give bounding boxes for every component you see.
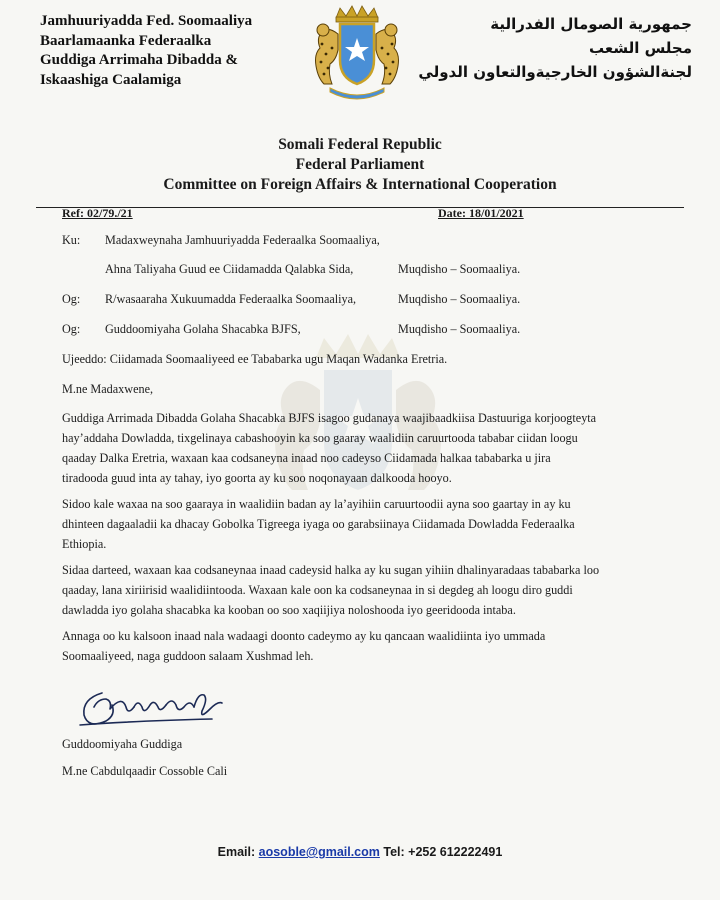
paragraph-line: Annaga oo ku kalsoon inaad nala wadaagi doonto cadeymo ay ku qancaan waalidiinta iyo ummada [62,629,546,643]
header-arabic-line: لجنةالشؤون الخارجيةوالتعاون الدولي [418,63,692,81]
handwritten-signature-icon [72,685,232,731]
title-line: Committee on Foreign Affairs & International Cooperation [163,176,557,193]
title-line: Somali Federal Republic [278,136,442,153]
paragraph-line: dhinteen dagaaladii ka dhacay Gobolka Tigreega iyaga oo garabsiinaya Ciidamada Dowladda Federaalka [62,517,575,531]
letter-date: Date: 18/01/2021 [438,206,524,220]
recipient-label: Og: [62,292,81,306]
salutation: M.ne Madaxwene, [62,382,154,396]
recipient-name: Madaxweynaha Jamhuuriyadda Federaalka Soomaaliya, [105,233,380,247]
subject-line: Ujeeddo: Ciidamada Soomaaliyeed ee Tababarka ugu Maqan Wadanka Eretria. [62,352,448,366]
header-divider [36,207,684,208]
paragraph-line: Sidoo kale waxaa na soo gaaraya in waalidiin badan ay la’ayihiin caruurtoodii ayna soo gaartay in ay ku [62,497,571,511]
recipient-place: Muqdisho – Soomaaliya. [398,292,521,306]
recipient-name: Ahna Taliyaha Guud ee Ciidamadda Qalabka Sida, [105,262,354,276]
paragraph-line: Ethiopia. [62,537,107,551]
body-paragraph [62,494,668,554]
recipient-place: Muqdisho – Soomaaliya. [398,322,521,336]
telephone: Tel: +252 612222491 [383,845,503,859]
letterhead-titles [0,135,720,195]
contact-footer [0,845,720,859]
paragraph-line: Guddiga Arrimada Dibadda Golaha Shacabka BJFS isagoo gudanaya waajibaadkiisa Dastuuriga korjoogteyta [62,411,597,425]
reference-number: Ref: 02/79./21 [62,206,133,220]
email-label: Email: [217,845,256,859]
paragraph-line: hay’addaha Dowladda, tixgelinaya cabashooyin ka soo gaaray waalidiin caruurtooda tababar ciidan loogu [62,431,578,445]
recipient-name: Guddoomiyaha Golaha Shacabka BJFS, [105,322,301,336]
body-paragraph [62,408,668,488]
header-somali-line: Guddiga Arrimaha Dibadda & [40,52,238,68]
somali-coat-of-arms-icon [302,4,412,104]
header-arabic-line: مجلس الشعب [588,39,692,57]
paragraph-line: Soomaaliyeed, naga guddoon salaam Xushmad leh. [62,649,314,663]
paragraph-line: Sidaa darteed, waxaan kaa codsaneynaa inaad cadeysid halka ay ku sugan yihiin dhalinyaradaas tababarka loo [62,563,600,577]
header-arabic [418,12,692,84]
title-line: Federal Parliament [295,156,425,173]
header-arabic-line: جمهورية الصومال الفدرالية [490,15,692,33]
paragraph-line: qaaday Dalka Eretria, waxaan kaa codsaneyna inaad noo cadeyso Ciidamada halkaa tababarka u jira [62,451,551,465]
header-somali-line: Jamhuuriyadda Fed. Soomaaliya [40,13,253,29]
body-paragraph [62,560,668,620]
signatory-name: M.ne Cabdulqaadir Cossoble Cali [62,764,228,778]
paragraph-line: tiradooda guud inta ay tahay, iyo goorta ay ku soo noqonayaan dalkooda hooyo. [62,471,452,485]
body-paragraph [62,626,668,666]
recipient-name: R/wasaaraha Xukuumadda Federaalka Soomaaliya, [105,292,357,306]
recipient-place: Muqdisho – Soomaaliya. [398,262,521,276]
header-somali-line: Baarlamaanka Federaalka [40,32,212,49]
header-somali [40,12,290,90]
header-somali-line: Iskaashiga Caalamiga [40,71,182,88]
recipient-label: Ku: [62,233,81,247]
paragraph-line: dawladda iyo golaha shacabka ka kooban oo soo xaqiijiya noloshooda iyo geeridooda intaba. [62,603,516,617]
email-link[interactable]: aosoble@gmail.com [258,845,380,859]
signatory-title: Guddoomiyaha Guddiga [62,737,183,751]
recipient-label: Og: [62,322,81,336]
paragraph-line: qaaday, lana xiriirisid waalidiintooda. Waxaan kale oon ka codsaneynaa in si degdeg ah loogu diro guddi [62,583,573,597]
